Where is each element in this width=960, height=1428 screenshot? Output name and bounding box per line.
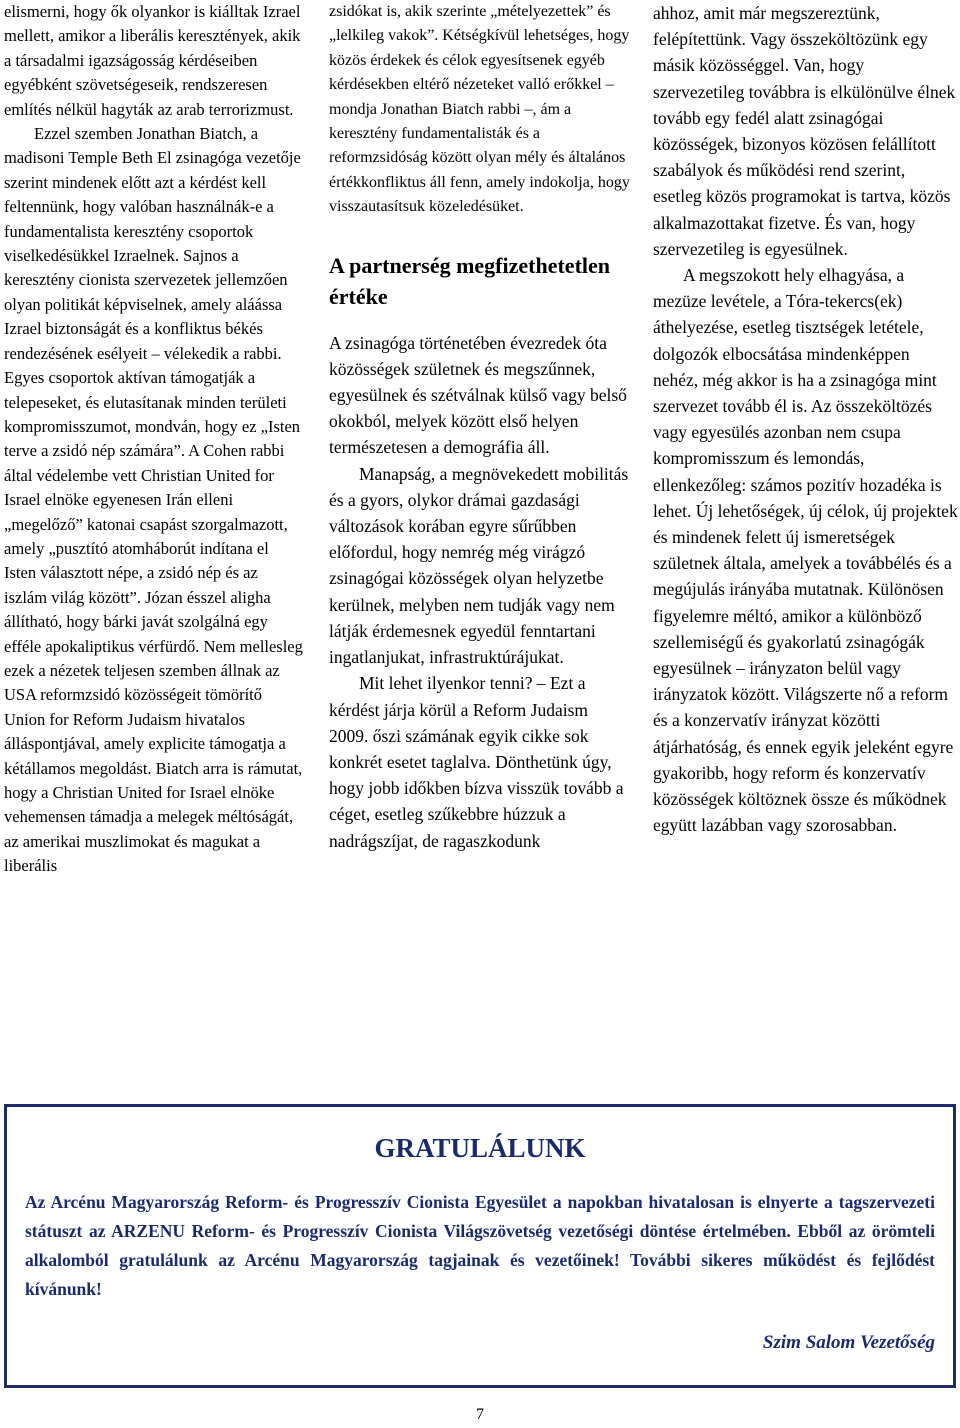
paragraph: elismerni, hogy ők olyankor is kiálltak Izrael mellett, amikor a liberális keresztények, akik a társadalmi igazságosság kérdéseiben egyébként szövetségeseik, rendszeresen említés nélkül hagyták az arab terrorizmust. xyxy=(4,2,301,119)
section-heading: A partnerség megfizethetetlen értéke xyxy=(329,252,611,309)
box-signature: Szim Salom Vezetőség xyxy=(762,1332,935,1353)
paragraph: zsidókat is, akik szerinte „mételyezettek” és „lelkileg vakok”. Kétségkívül lehetséges, hogy közös érdekek és célok egyesítsenek egyéb kérdésekben eltérő nézeteket valló erőkkel – mondja Jonathan Biatch rabbi –, ám a keresztény fundamentalisták és a reformzsidóság között olyan mély és általános értékkonfliktus áll fenn, amely indokolja, hogy visszautasítsuk közeledésüket. xyxy=(329,3,630,216)
page-number: 7 xyxy=(476,1406,484,1423)
paragraph: A megszokott hely elhagyása, a mezüze levétele, a Tóra-tekercs(ek) áthelyezése, esetleg tisztségek letétele, dolgozók elbocsátása mindenképpen nehéz, még akkor is ha a zsinagóga mint szervezet tovább él is. Az összeköltözés vagy egyesülés azonban nem csupa kompromisszum és lemondás, ellenkezőleg: számos pozitív hozadéka is lehet. Új lehetőségek, új célok, új projektek és mindenek felett új ismeretségek születnek általa, amelyek a továbbélés és a megújulás irányába mutatnak. Különösen figyelemre méltó, amikor a különböző szellemiségű és gyakorlatú zsinagógák egyesülnek – irányzaton belül vagy irányzatok között. Világszerte nő a reform és a konzervatív irányzat közötti átjárhatóság, és ennek egyik jeleként egyre gyakoribb, hogy reform és konzervatív közösségek költöznek össze és működnek együtt lazábban vagy szorosabban. xyxy=(653,265,958,836)
congratulations-box xyxy=(4,1104,956,1388)
paragraph: A zsinagóga történetében évezredek óta közösségek születnek és megszűnnek, egyesülnek és szétválnak külső vagy belső okokból, melyek között első helyen természetesen a demográfia áll. xyxy=(329,332,627,458)
box-text: Az Arcénu Magyarország Reform- és Progresszív Cionista Egyesület a napokban hivatalosan is elnyerte a tagszervezeti státuszt az ARZENU Reform- és Progresszív Cionista Világszövetség vezetőségi döntése értelmében. Ebből az örömteli alkalomból gratulálunk az Arcénu Magyarország tagjainak és vezetőinek! További sikeres működést és fejlődést kívánunk! xyxy=(25,1192,935,1299)
text-column-2 xyxy=(329,0,631,1095)
paragraph: ahhoz, amit már megszereztünk, felépítettünk. Vagy összeköltözünk egy másik közösséggel. Van, hogy szervezetileg továbbra is elkülönülve élnek tovább egy fedél alatt zsinagógai közösségek, bizonyos közösen felállított szabályok és működési rend szerint, esetleg közös programokat is tartva, közös alkalmazottakat fizetve. És van, hogy szervezetileg is egyesülnek. xyxy=(653,3,956,259)
box-title: GRATULÁLUNK xyxy=(374,1133,586,1163)
paragraph: Mit lehet ilyenkor tenni? – Ezt a kérdést járja körül a Reform Judaism 2009. őszi számának egyik cikke sok konkrét esetet taglalva. Dönthetünk úgy, hogy jobb időkben bízva visszük tovább a céget, esetleg szűkebbre húzzuk a nadrágszíjat, de ragaszkodunk xyxy=(329,673,624,851)
paragraph: Manapság, a megnövekedett mobilitás és a gyors, olykor drámai gazdasági változások korában egyre sűrűbben előfordul, hogy nemrég még virágzó zsinagógai közösségek olyan helyzetbe kerülnek, melyben nem tudják vagy nem látják érdemesnek egyedül fenntartani ingatlanjukat, infrastruktúrájukat. xyxy=(329,463,629,668)
text-column-3 xyxy=(653,0,958,1095)
paragraph: Ezzel szemben Jonathan Biatch, a madisoni Temple Beth El zsinagóga vezetője szerint mindenek előtt azt a kérdést kell feltennünk, hogy valóban használnák-e a fundamentalista keresztény csoportok viselkedésükkel Izraelnek. Sajnos a keresztény cionista szervezetek jellemzően olyan politikát képviselnek, amely aláássa Izrael biztonságát és a konfliktus békés rendezésének esélyeit – vélekedik a rabbi. Egyes csoportok aktívan támogatják a telepeseket, és elutasítanak minden területi kompromisszumot, mondván, hogy ez „Isten terve a zsidó nép számára”. A Cohen rabbi által védelembe vett Christian United for Israel elnöke egyenesen Irán elleni „megelőző” katonai csapást szorgalmazott, amely „pusztító atomháborút indítana el Isten választott népe, a zsidó nép és az iszlám világ között”. Józan ésszel aligha állítható, hogy bárki javát szolgálná egy efféle apokaliptikus vérfürdő. Nem mellesleg ezek a nézetek teljesen szemben állnak az USA reformzsidó közösségeit tömörítő Union for Reform Judaism hivatalos álláspontjával, amely explicite támogatja a kétállamos megoldást. Biatch arra is rámutat, hogy a Christian United for Israel elnöke vehemensen támadja a melegek méltóságát, az amerikai muszlimokat és magukat a liberális xyxy=(4,124,303,876)
text-column-1 xyxy=(4,0,304,1095)
